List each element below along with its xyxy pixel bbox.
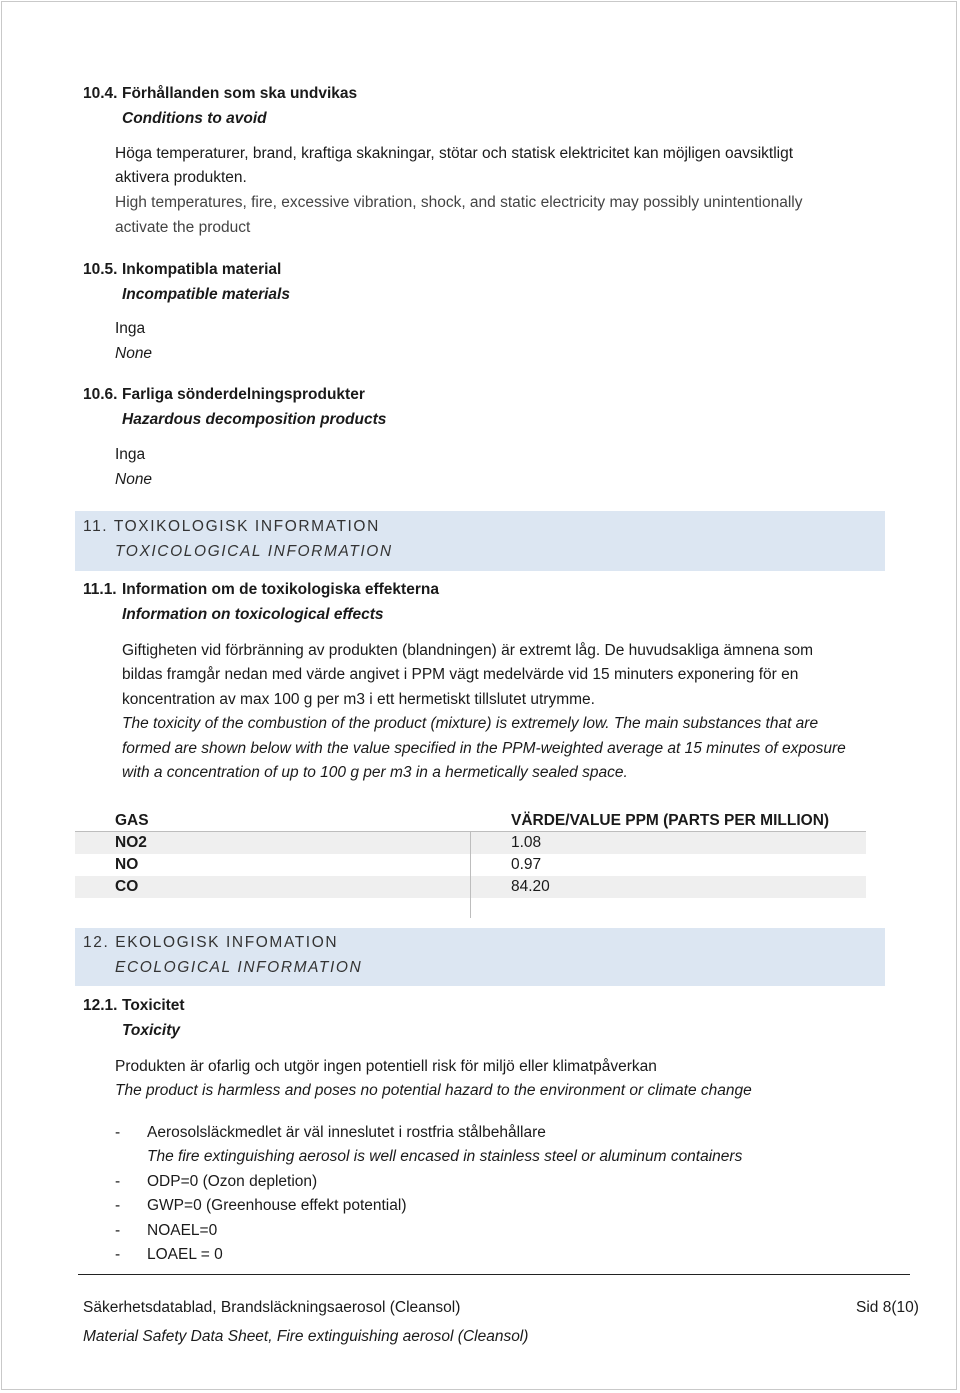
table-header-value: VÄRDE/VALUE PPM (PARTS PER MILLION) — [511, 812, 830, 829]
section-10-4-text-en-2: activate the product — [115, 219, 251, 236]
footer-doc-title-en: Material Safety Data Sheet, Fire extinguishing aerosol (Cleansol) — [83, 1328, 529, 1345]
section-11-1-en-2: formed are shown below with the value specified in the PPM-weighted average at 15 minutes of exposure — [122, 740, 846, 757]
section-12-1-title: Toxicitet — [122, 997, 185, 1014]
section-10-5-number: 10.5. — [83, 261, 118, 278]
section-10-5-value-en: None — [115, 345, 153, 362]
footer-page-number: Sid 8(10) — [856, 1299, 919, 1316]
section-10-6-number: 10.6. — [83, 386, 118, 403]
section-10-5-value-sv: Inga — [115, 320, 146, 337]
table-cell-gas: CO — [115, 878, 139, 895]
section-11-1-sv-2: bildas framgår nedan med värde angivet i PPM vägt medelvärde vid 15 minuters exponering för en — [122, 666, 799, 683]
bullet-text: Aerosolsläckmedlet är väl inneslutet i rostfria stålbehållare — [147, 1124, 546, 1141]
section-10-6-value-sv: Inga — [115, 446, 146, 463]
bullet-text: NOAEL=0 — [147, 1222, 218, 1239]
section-12-1-sv: Produkten är ofarlig och utgör ingen potentiell risk för miljö eller klimatpåverkan — [115, 1058, 657, 1075]
section-10-4-text-sv-2: aktivera produkten. — [115, 169, 247, 186]
section-11-1-en-3: with a concentration of up to 100 g per m3 in a hermetically sealed space. — [122, 764, 628, 781]
bullet-dash: - — [115, 1246, 121, 1263]
section-11-1-en-1: The toxicity of the combustion of the product (mixture) is extremely low. The main substances that are — [122, 715, 819, 732]
bullet-text: GWP=0 (Greenhouse effekt potential) — [147, 1197, 407, 1214]
section-12-1-title-en: Toxicity — [122, 1022, 180, 1039]
section-11-band — [75, 511, 885, 571]
section-10-4-text-en-1: High temperatures, fire, excessive vibration, shock, and static electricity may possibly unintentionally — [115, 194, 803, 211]
bullet-dash: - — [115, 1197, 121, 1214]
bullet-text: ODP=0 (Ozon depletion) — [147, 1173, 318, 1190]
section-12-heading: 12. EKOLOGISK INFOMATION — [83, 934, 339, 951]
table-cell-value: 0.97 — [511, 856, 542, 873]
section-10-4-text-sv-1: Höga temperaturer, brand, kraftiga skakningar, stötar och statisk elektricitet kan möjligen oavsiktligt — [115, 145, 794, 162]
section-11-heading: 11. TOXIKOLOGISK INFORMATION — [83, 518, 380, 535]
table-cell-value: 1.08 — [511, 834, 542, 851]
bullet-dash: - — [115, 1124, 121, 1141]
section-10-6-title: Farliga sönderdelningsprodukter — [122, 386, 365, 403]
table-header-gas: GAS — [115, 812, 149, 829]
section-11-1-title: Information om de toxikologiska effekterna — [122, 581, 439, 598]
section-12-1-en: The product is harmless and poses no potential hazard to the environment or climate change — [115, 1082, 752, 1099]
table-column-divider — [470, 832, 471, 918]
section-11-1-title-en: Information on toxicological effects — [122, 606, 384, 623]
footer-doc-title: Säkerhetsdatablad, Brandsläckningsaerosol (Cleansol) — [83, 1299, 461, 1316]
bullet-subtext: The fire extinguishing aerosol is well encased in stainless steel or aluminum containers — [147, 1148, 743, 1165]
section-10-5-title-en: Incompatible materials — [122, 286, 290, 303]
table-cell-gas: NO — [115, 856, 139, 873]
section-11-1-sv-3: koncentration av max 100 g per m3 i ett hermetiskt tillslutet utrymme. — [122, 691, 595, 708]
section-10-4-title-en: Conditions to avoid — [122, 110, 267, 127]
section-12-band — [75, 928, 885, 986]
table-cell-gas: NO2 — [115, 834, 147, 851]
table-cell-value: 84.20 — [511, 878, 550, 895]
section-10-5-title: Inkompatibla material — [122, 261, 282, 278]
section-10-4-number: 10.4. — [83, 85, 118, 102]
bullet-dash: - — [115, 1222, 121, 1239]
section-10-6-value-en: None — [115, 471, 153, 488]
section-10-4-title: Förhållanden som ska undvikas — [122, 85, 358, 102]
bullet-text: LOAEL = 0 — [147, 1246, 223, 1263]
section-11-heading-en: TOXICOLOGICAL INFORMATION — [115, 543, 393, 560]
section-11-1-sv-1: Giftigheten vid förbränning av produkten (blandningen) är extremt låg. De huvudsakliga ämnena som — [122, 642, 814, 659]
footer-rule — [78, 1274, 910, 1275]
section-12-heading-en: ECOLOGICAL INFORMATION — [115, 959, 363, 976]
section-11-1-number: 11.1. — [83, 581, 117, 598]
section-12-1-number: 12.1. — [83, 997, 118, 1014]
bullet-dash: - — [115, 1173, 121, 1190]
section-10-6-title-en: Hazardous decomposition products — [122, 411, 387, 428]
